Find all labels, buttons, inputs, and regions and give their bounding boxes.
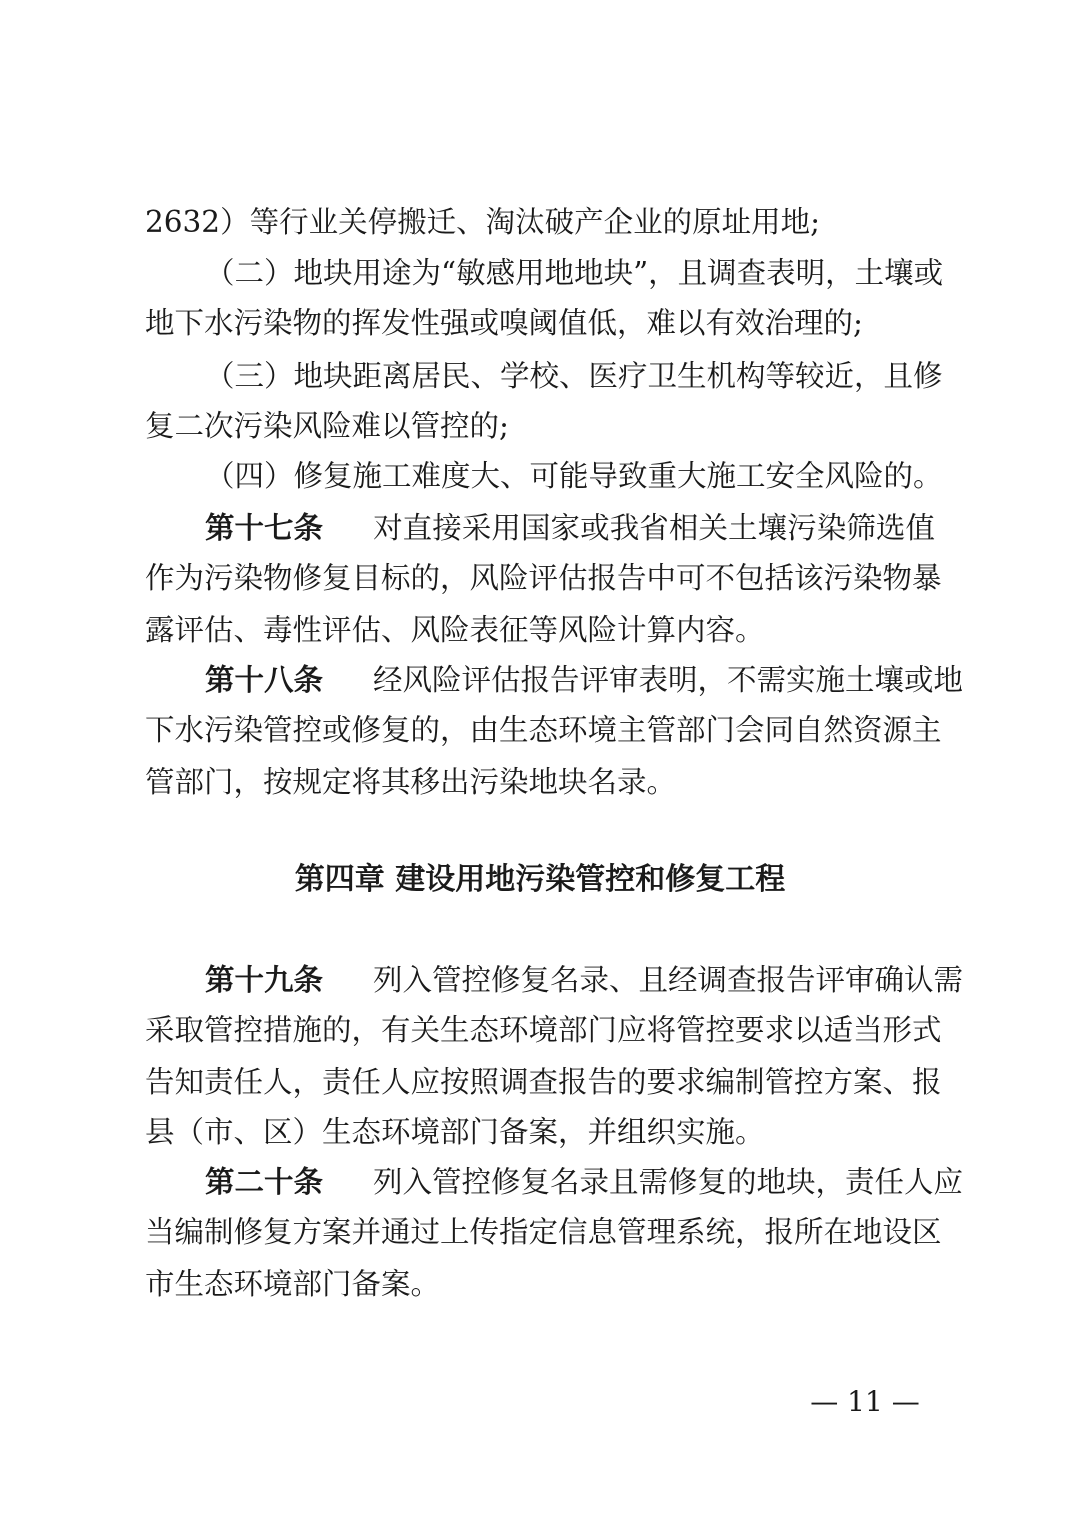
page-number: — 11 — [810,1385,920,1418]
text-line: 市生态环境部门备案。 [145,1267,441,1301]
text-line: 地下水污染物的挥发性强或嗅阈值低，难以有效治理的; [145,306,863,340]
text-line: 县（市、区）生态环境部门备案，并组织实施。 [145,1115,765,1149]
text-line: （三）地块距离居民、学校、医疗卫生机构等较近，且修 [205,359,943,393]
article-19-first-line [205,960,964,1000]
text-line: （四）修复施工难度大、可能导致重大施工安全风险的。 [205,459,943,493]
article-17-first-line [205,508,935,548]
article-17-label: 第十七条 [205,511,324,545]
article-19-label: 第十九条 [205,963,324,997]
text-line: 复二次污染风险难以管控的; [145,409,509,443]
text-line: 下水污染管控或修复的，由生态环境主管部门会同自然资源主 [145,713,942,747]
text-line: 露评估、毒性评估、风险表征等风险计算内容。 [145,613,765,647]
text-line: 列入管控修复名录、且经调查报告评审确认需 [373,963,964,997]
text-line: 列入管控修复名录且需修复的地块，责任人应 [373,1165,964,1199]
text-line: 告知责任人，责任人应按照调查报告的要求编制管控方案、报 [145,1065,942,1099]
text-line: 经风险评估报告评审表明，不需实施土壤或地 [373,663,964,697]
article-18-first-line [205,660,964,700]
text-line: 作为污染物修复目标的，风险评估报告中可不包括该污染物暴 [145,561,942,595]
text-line: 采取管控措施的，有关生态环境部门应将管控要求以适当形式 [145,1013,942,1047]
text-line: （二）地块用途为“敏感用地地块”，且调查表明，土壤或 [205,256,944,290]
article-18-label: 第十八条 [205,663,324,697]
text-line: 对直接采用国家或我省相关土壤污染筛选值 [373,511,935,545]
chapter-title: 第四章 建设用地污染管控和修复工程 [294,862,786,897]
text-line: 2632）等行业关停搬迁、淘汰破产企业的原址用地; [145,205,821,239]
text-line: 当编制修复方案并通过上传指定信息管理系统，报所在地设区 [145,1215,942,1249]
article-20-label: 第二十条 [205,1165,324,1199]
text-line: 管部门，按规定将其移出污染地块名录。 [145,765,677,799]
article-20-first-line [205,1162,964,1202]
